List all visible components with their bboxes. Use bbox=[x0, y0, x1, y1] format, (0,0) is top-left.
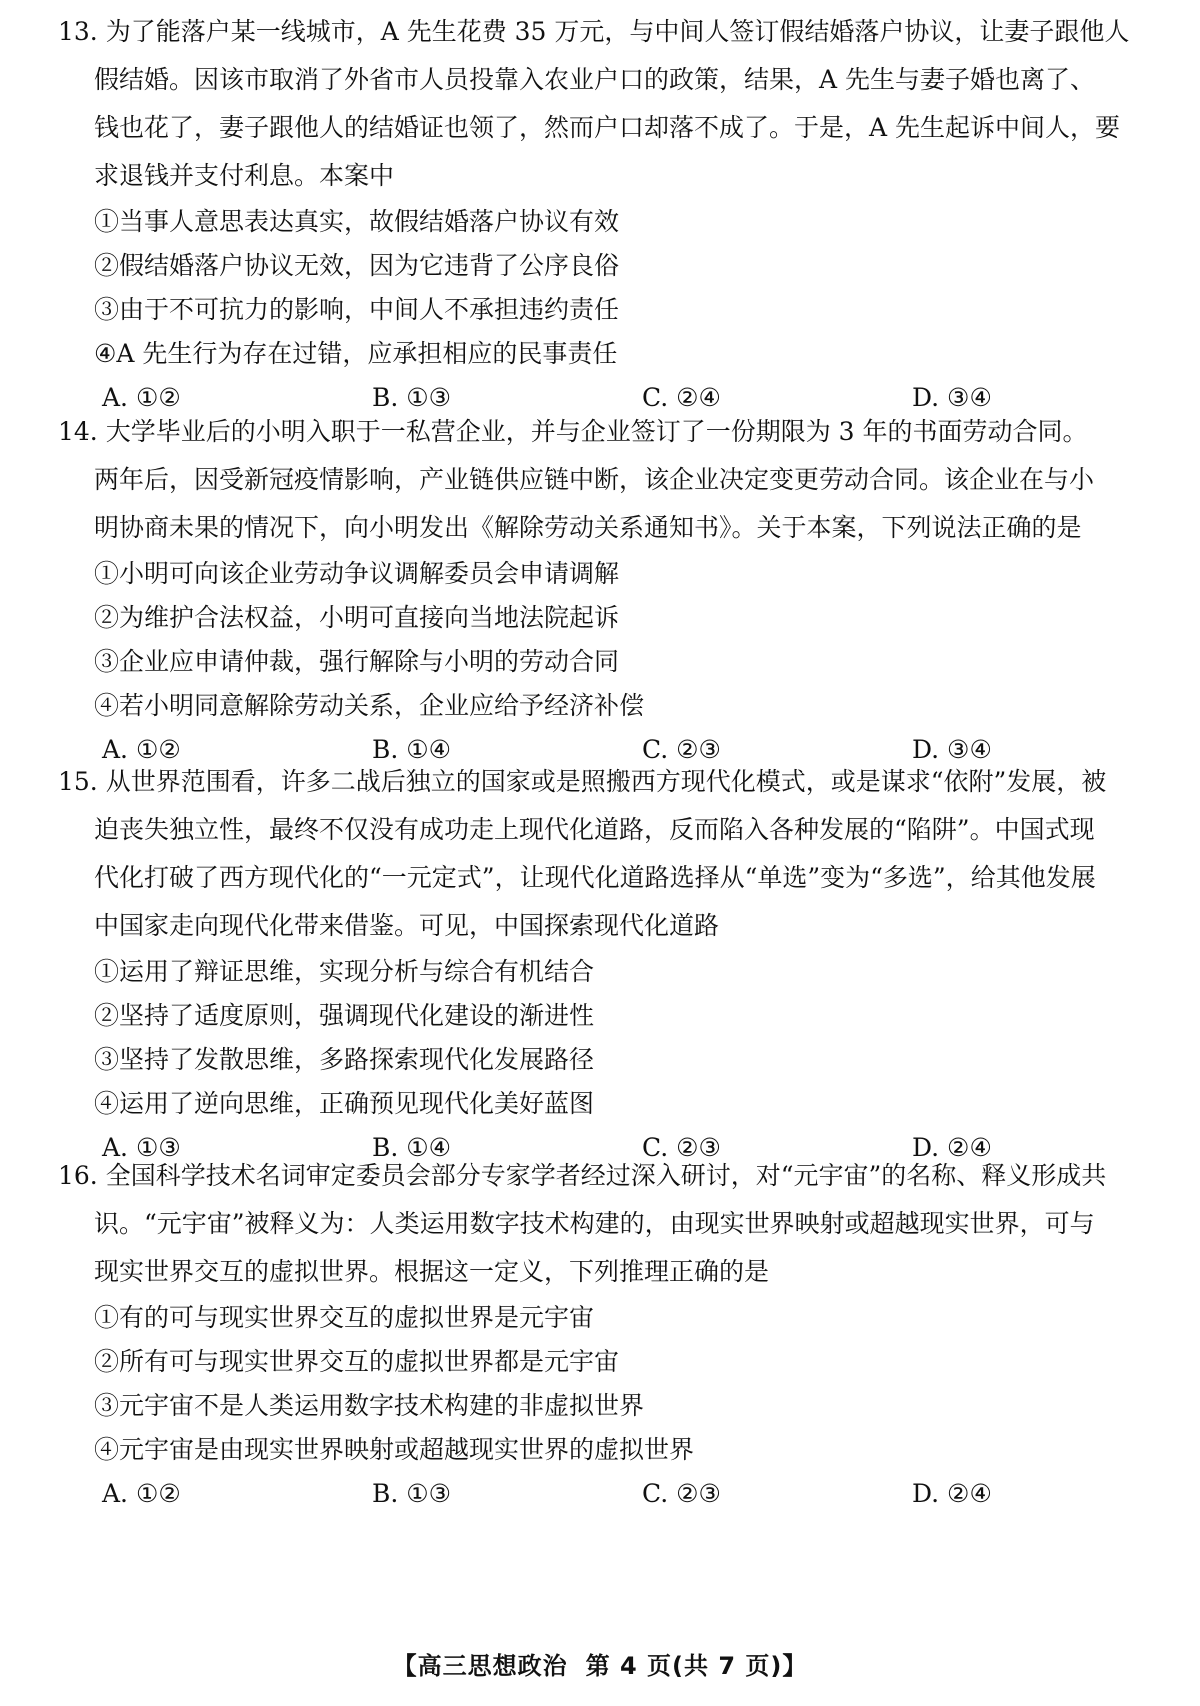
statement-4: ④元宇宙是由现实世界映射或超越现实世界的虚拟世界 bbox=[94, 1435, 695, 1464]
statement-1: ①运用了辩证思维，实现分析与综合有机结合 bbox=[94, 957, 595, 986]
option-d[interactable]: D. ③④ bbox=[912, 383, 992, 412]
statement-2: ②坚持了适度原则，强调现代化建设的渐进性 bbox=[94, 1001, 595, 1030]
question-15 bbox=[58, 758, 1158, 1170]
answer-options bbox=[58, 1472, 1158, 1516]
statement-1: ①当事人意思表达真实，故假结婚落户协议有效 bbox=[94, 207, 620, 236]
question-stem-line: 14. 大学毕业后的小明入职于一私营企业，并与企业签订了一份期限为 3 年的书面劳动合同。 bbox=[58, 417, 1088, 446]
option-b[interactable]: B. ①③ bbox=[372, 383, 452, 412]
statement-1: ①有的可与现实世界交互的虚拟世界是元宇宙 bbox=[94, 1303, 595, 1332]
option-d[interactable]: D. ②④ bbox=[912, 1133, 992, 1162]
footer-subject: 【高三思想政治 bbox=[392, 1652, 568, 1680]
option-b[interactable]: B. ①③ bbox=[372, 1479, 452, 1508]
statement-3: ③元宇宙不是人类运用数字技术构建的非虚拟世界 bbox=[94, 1391, 645, 1420]
statement-3: ③由于不可抗力的影响，中间人不承担违约责任 bbox=[94, 295, 620, 324]
question-stem-line: 迫丧失独立性，最终不仅没有成功走上现代化道路，反而陷入各种发展的“陷阱”。中国式现 bbox=[94, 815, 1095, 844]
question-stem-line: 假结婚。因该市取消了外省市人员投靠入农业户口的政策，结果，A 先生与妻子婚也离了、 bbox=[94, 65, 1096, 94]
option-a[interactable]: A. ①③ bbox=[102, 1133, 181, 1162]
option-a[interactable]: A. ①② bbox=[102, 735, 181, 764]
question-stem-line: 16. 全国科学技术名词审定委员会部分专家学者经过深入研讨，对“元宇宙”的名称、释义形成共 bbox=[58, 1161, 1107, 1190]
question-16 bbox=[58, 1152, 1158, 1516]
statement-3: ③企业应申请仲裁，强行解除与小明的劳动合同 bbox=[94, 647, 620, 676]
question-stem-line: 代化打破了西方现代化的“一元定式”，让现代化道路选择从“单选”变为“多选”，给其他发展 bbox=[94, 863, 1096, 892]
statement-4: ④运用了逆向思维，正确预见现代化美好蓝图 bbox=[94, 1089, 595, 1118]
option-a[interactable]: A. ①② bbox=[102, 1479, 181, 1508]
question-stem-line: 现实世界交互的虚拟世界。根据这一定义，下列推理正确的是 bbox=[94, 1257, 770, 1286]
option-c[interactable]: C. ②④ bbox=[642, 383, 721, 412]
question-stem-line: 求退钱并支付利息。本案中 bbox=[94, 161, 395, 190]
question-stem-line: 识。“元宇宙”被释义为：人类运用数字技术构建的，由现实世界映射或超越现实世界，可与 bbox=[94, 1209, 1095, 1238]
footer-page-number: 第 4 页(共 7 页)】 bbox=[585, 1652, 808, 1680]
option-c[interactable]: C. ②③ bbox=[642, 1133, 721, 1162]
option-d[interactable]: D. ②④ bbox=[912, 1479, 992, 1508]
option-b[interactable]: B. ①④ bbox=[372, 735, 452, 764]
statement-2: ②为维护合法权益，小明可直接向当地法院起诉 bbox=[94, 603, 620, 632]
statement-2: ②所有可与现实世界交互的虚拟世界都是元宇宙 bbox=[94, 1347, 620, 1376]
statement-4: ④A 先生行为存在过错，应承担相应的民事责任 bbox=[94, 339, 618, 368]
question-stem-line: 两年后，因受新冠疫情影响，产业链供应链中断，该企业决定变更劳动合同。该企业在与小 bbox=[94, 465, 1095, 494]
question-stem-line: 13. 为了能落户某一线城市，A 先生花费 35 万元，与中间人签订假结婚落户协议，让妻子跟他人 bbox=[58, 17, 1130, 46]
statement-3: ③坚持了发散思维，多路探索现代化发展路径 bbox=[94, 1045, 595, 1074]
question-stem-line: 15. 从世界范围看，许多二战后独立的国家或是照搬西方现代化模式，或是谋求“依附”发展，被 bbox=[58, 767, 1107, 796]
statement-4: ④若小明同意解除劳动关系，企业应给予经济补偿 bbox=[94, 691, 645, 720]
statement-2: ②假结婚落户协议无效，因为它违背了公序良俗 bbox=[94, 251, 620, 280]
question-stem-line: 中国家走向现代化带来借鉴。可见，中国探索现代化道路 bbox=[94, 911, 720, 940]
question-14 bbox=[58, 408, 1158, 772]
option-c[interactable]: C. ②③ bbox=[642, 1479, 721, 1508]
option-a[interactable]: A. ①② bbox=[102, 383, 181, 412]
option-d[interactable]: D. ③④ bbox=[912, 735, 992, 764]
question-stem-line: 钱也花了，妻子跟他人的结婚证也领了，然而户口却落不成了。于是，A 先生起诉中间人，要 bbox=[94, 113, 1121, 142]
question-13 bbox=[58, 8, 1158, 420]
option-c[interactable]: C. ②③ bbox=[642, 735, 721, 764]
page-footer bbox=[0, 1646, 1200, 1681]
question-stem-line: 明协商未果的情况下，向小明发出《解除劳动关系通知书》。关于本案，下列说法正确的是 bbox=[94, 513, 1082, 542]
statement-1: ①小明可向该企业劳动争议调解委员会申请调解 bbox=[94, 559, 620, 588]
option-b[interactable]: B. ①④ bbox=[372, 1133, 452, 1162]
